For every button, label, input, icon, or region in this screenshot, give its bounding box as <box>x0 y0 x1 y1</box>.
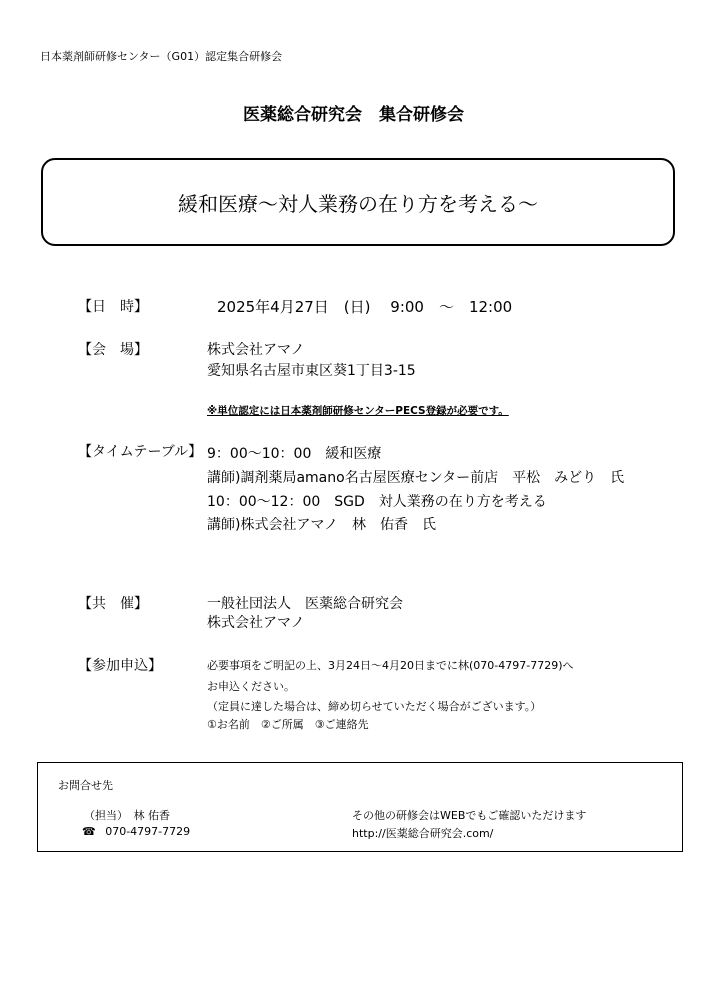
page-title: 医薬総合研究会 集合研修会 <box>243 105 464 125</box>
phone-icon: ☎ <box>82 825 96 838</box>
web-note: その他の研修会はWEBでもご確認いただけます <box>352 809 587 822</box>
apply-line: （定員に達した場合は、締め切らせていただく場合がございます。） <box>207 700 542 713</box>
apply-line: ①お名前 ②ご所属 ③ご連絡先 <box>207 718 369 731</box>
date-label: 【日 時】 <box>78 299 148 315</box>
timetable-row: 講師)株式会社アマノ 林 佑香 氏 <box>207 517 437 533</box>
host-org: 一般社団法人 医薬総合研究会 <box>207 596 403 612</box>
date-value: 2025年4月27日 (日) 9:00 ～ 12:00 <box>217 298 513 316</box>
venue-name: 株式会社アマノ <box>207 342 305 358</box>
banner-title: 緩和医療～対人業務の在り方を考える～ <box>178 191 538 216</box>
host-org: 株式会社アマノ <box>207 615 305 631</box>
contact-phone-row <box>82 825 190 838</box>
venue-address: 愛知県名古屋市東区葵1丁目3-15 <box>207 363 416 379</box>
timetable-row: 講師)調剤薬局amano名古屋医療センター前店 平松 みどり 氏 <box>207 470 625 486</box>
contact-person: （担当） 林 佑香 <box>84 809 170 822</box>
pecs-notice: ※単位認定には日本薬剤師研修センターPECS登録が必要です。 <box>207 405 509 417</box>
contact-box <box>37 762 683 852</box>
website-link[interactable]: http://医薬総合研究会.com/ <box>352 827 494 840</box>
header-note: 日本薬剤師研修センター（G01）認定集合研修会 <box>40 50 283 63</box>
host-label: 【共 催】 <box>78 596 148 612</box>
timetable-row: 10：00～12：00 SGD 対人業務の在り方を考える <box>207 494 547 510</box>
contact-phone: 070-4797-7729 <box>105 825 191 838</box>
venue-label: 【会 場】 <box>78 342 148 358</box>
apply-line: 必要事項をご明記の上、3月24日～4月20日までに林(070-4797-7729)へ <box>207 659 574 672</box>
banner-box <box>41 158 675 246</box>
apply-label: 【参加申込】 <box>78 658 162 674</box>
contact-heading: お問合せ先 <box>58 779 113 792</box>
timetable-label: 【タイムテーブル】 <box>78 444 203 460</box>
timetable-row: 9：00～10：00 緩和医療 <box>207 446 382 462</box>
apply-line: お申込ください。 <box>207 680 295 693</box>
